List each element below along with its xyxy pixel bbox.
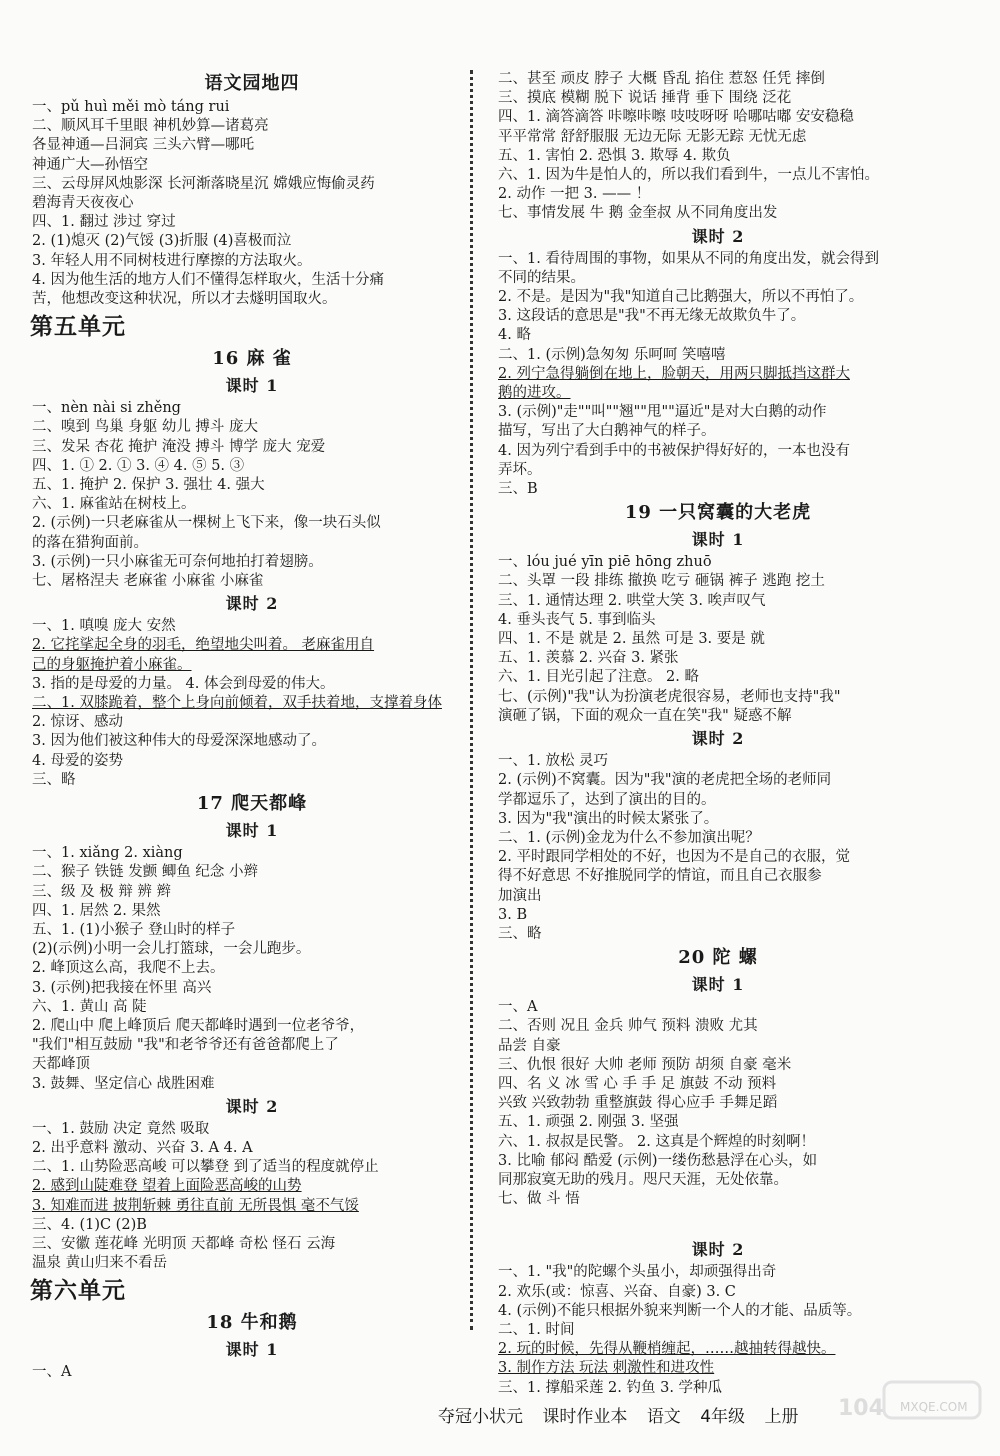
answer-line: 二、1. 时间: [498, 1321, 575, 1338]
answer-line: 学都逗乐了，达到了演出的目的。: [498, 791, 716, 808]
answer-line: 二、1. 山势险恶高峻 可以攀登 到了适当的程度就停止: [32, 1159, 379, 1176]
answer-line: 四、1. 不是 就是 2. 虽然 可是 3. 要是 就: [498, 631, 765, 648]
answer-line: 2. 感到山陡难登 望着上面险恶高峻的山势: [32, 1178, 302, 1195]
answer-line: 平平常常 舒舒服服 无边无际 无影无踪 无忧无虑: [498, 128, 807, 145]
page-footer: [438, 1402, 812, 1427]
answer-line: 己的身躯掩护着小麻雀。: [32, 656, 192, 673]
answer-line: 一、1. 放松 灵巧: [498, 753, 609, 770]
answer-line: 2. (1)熄灭 (2)气馁 (3)折服 (4)喜极而泣: [32, 233, 292, 250]
answer-line: 弄坏。: [498, 461, 542, 478]
page-number: 104: [838, 1396, 884, 1421]
answer-line: 3. 指的是母爱的力量。 4. 体会到母爱的伟大。: [32, 675, 335, 692]
section-heading: 课时 2: [691, 1240, 745, 1260]
answer-line: 六、1. 黄山 高 陡: [32, 998, 147, 1015]
answer-line: 七、(示例)"我"认为扮演老虎很容易，老师也支持"我": [498, 688, 841, 705]
footer-subject: 语文: [646, 1407, 681, 1427]
footer-brand: 夺冠小状元: [438, 1407, 523, 1427]
answer-line: 六、1. 因为牛是怕人的，所以我们看到牛，一点儿不害怕。: [498, 167, 879, 184]
answer-line: 2. 列宁急得躺倒在地上，脸朝天，用两只脚抵挡这群大: [498, 365, 850, 382]
answer-line: 2. 它挓挲起全身的羽毛，绝望地尖叫着。 老麻雀用自: [32, 637, 375, 654]
answer-line: 三、B: [498, 481, 538, 498]
section-heading: 课时 2: [691, 729, 745, 749]
answer-line: 一、1. "我"的陀螺个头虽小，却顽强得出奇: [498, 1264, 777, 1281]
section-heading: 课时 1: [691, 530, 745, 550]
lesson-title: 20 陀 螺: [678, 947, 758, 969]
answer-line: 六、1. 叔叔是民警。 2. 这真是个辉煌的时刻啊！: [498, 1133, 815, 1150]
answer-line: 三、4. (1)C (2)B: [32, 1216, 147, 1233]
answer-line: 3. 制作方法 玩法 刺激性和进攻性: [498, 1360, 715, 1377]
answer-line: 3. (示例)"走""叫""翘""甩""逼近"是对大白鹅的动作: [498, 404, 827, 421]
answer-line: 二、顺风耳千里眼 神机妙算—诸葛亮: [32, 118, 269, 135]
answer-line: 天都峰顶: [32, 1056, 90, 1073]
answer-line: 2. 平时跟同学相处的不好，也因为不是自己的衣服，觉: [498, 849, 850, 866]
answer-line: 神通广大—孙悟空: [32, 156, 148, 173]
answer-line: 3. 鼓舞、坚定信心 战胜困难: [32, 1075, 215, 1092]
answer-line: 二、猴子 铁链 发颤 鲫鱼 纪念 小辫: [32, 864, 259, 881]
answer-line: 同那寂寞无助的残月。咫尺天涯，无处依靠。: [498, 1171, 788, 1188]
answer-line: 三、级 及 极 辩 辨 辫: [32, 883, 172, 900]
answer-line: 品尝 自豪: [498, 1037, 561, 1054]
lesson-title: 18 牛和鹅: [206, 1312, 298, 1334]
section-heading: 课时 1: [691, 975, 745, 995]
answer-line: 六、1. 目光引起了注意。 2. 略: [498, 669, 699, 686]
answer-line: (2)(示例)小明一会儿打篮球，一会儿跑步。: [32, 941, 311, 958]
left-column: [32, 70, 472, 1383]
answer-line: 描写，写出了大白鹅神气的样子。: [498, 423, 716, 440]
answer-line: 4. 垂头丧气 5. 事到临头: [498, 611, 656, 628]
answer-line: 2. 峰顶这么高，我爬不上去。: [32, 960, 225, 977]
answer-line: 3. (示例)把我接在怀里 高兴: [32, 979, 212, 996]
answer-line: 2. 玩的时候，先得从鞭梢缠起，……越抽转得越快。: [498, 1341, 836, 1358]
answer-line: 3. 因为"我"演出的时候太紧张了。: [498, 810, 719, 827]
answer-line: 3. 年轻人用不同树枝进行摩擦的方法取火。: [32, 252, 312, 269]
answer-line: 三、1. 撑船采莲 2. 钓鱼 3. 学种瓜: [498, 1379, 723, 1396]
answer-line: 一、1. xiǎng 2. xiàng: [32, 845, 183, 862]
answer-line: 得不好意思 不好推脱同学的情谊，而且自己衣服参: [498, 868, 822, 885]
answer-line: 3. (示例)一只小麻雀无可奈何地拍打着翅膀。: [32, 553, 323, 570]
watermark-text: MXQE.COM: [900, 1400, 968, 1414]
unit-heading: 第六单元: [30, 1277, 126, 1305]
answer-line: 3. 比喻 郁闷 酷爱 (示例)一缕伤愁悬浮在心头，如: [498, 1152, 818, 1169]
answer-line: 三、安徽 莲花峰 光明顶 天都峰 奇松 怪石 云海: [32, 1235, 336, 1252]
unit-heading: 第五单元: [30, 313, 126, 341]
answer-line: 一、lóu jué yīn piē hōng zhuō: [498, 554, 712, 571]
answer-line: 2. 不是。是因为"我"知道自己比鹅强大，所以不再怕了。: [498, 289, 864, 306]
answer-line: 兴致 兴致勃勃 重整旗鼓 得心应手 手舞足蹈: [498, 1095, 778, 1112]
answer-line: 4. 母爱的姿势: [32, 752, 123, 769]
answer-line: 四、1. 居然 2. 果然: [32, 902, 161, 919]
right-column: [498, 70, 938, 1398]
footer-book: 课时作业本: [542, 1407, 628, 1427]
answer-line: 二、1. (示例)急匆匆 乐呵呵 笑嘻嘻: [498, 346, 726, 363]
section-heading: 课时 2: [691, 226, 745, 246]
answer-line: 二、嗅到 鸟巢 身躯 幼儿 搏斗 庞大: [32, 419, 259, 436]
answer-line: 一、pǔ huì měi mò táng rui: [32, 99, 230, 115]
answer-line: 三、略: [32, 771, 76, 788]
lesson-title: 语文园地四: [204, 73, 300, 94]
lesson-title: 16 麻 雀: [212, 348, 292, 370]
answer-line: 七、屠格涅夫 老麻雀 小麻雀 小麻雀: [32, 573, 264, 590]
answer-line: 2. 动作 一把 3. —— ！: [498, 186, 651, 203]
lesson-title: 17 爬天都峰: [196, 793, 308, 815]
answer-line: 一、A: [498, 999, 538, 1016]
answer-line: 演砸了锅，下面的观众一直在笑"我" 疑惑不解: [498, 707, 792, 724]
answer-line: 不同的结果。: [498, 269, 585, 286]
answer-line: 3. 这段话的意思是"我"不再无缘无故欺负牛了。: [498, 308, 806, 325]
section-heading: 课时 1: [225, 821, 279, 841]
answer-line: 七、做 斗 悟: [498, 1191, 580, 1208]
section-heading: 课时 1: [225, 376, 279, 396]
answer-line: 三、发呆 杏花 掩护 淹没 搏斗 博学 庞大 宠爱: [32, 438, 326, 455]
answer-line: 苦，他想改变这种状况，所以才去燧明国取火。: [32, 291, 337, 308]
answer-line: 五、1. 顽强 2. 刚强 3. 坚强: [498, 1114, 679, 1131]
answer-line: 三、仇恨 很好 大帅 老师 预防 胡须 自豪 毫米: [498, 1056, 792, 1073]
answer-line: 3. 知难而进 披荆斩棘 勇往直前 无所畏惧 毫不气馁: [32, 1197, 359, 1214]
answer-line: 四、1. ① 2. ① 3. ④ 4. ⑤ 5. ③: [32, 457, 245, 474]
answer-line: 二、否则 况且 金兵 帅气 预料 溃败 尤其: [498, 1018, 758, 1035]
answer-line: "我们"相互鼓励 "我"和老爷爷还有爸爸都爬上了: [32, 1037, 339, 1054]
answer-line: 二、1. 双膝跪着，整个上身向前倾着，双手扶着地，支撑着身体: [32, 695, 442, 712]
answer-line: 二、1. (示例)金龙为什么不参加演出呢？: [498, 829, 760, 846]
answer-line: 4. 因为列宁看到手中的书被保护得好好的，一本也没有: [498, 442, 850, 459]
answer-line: 三、1. 通情达理 2. 哄堂大笑 3. 唉声叹气: [498, 592, 766, 609]
answer-line: 三、云母屏风烛影深 长河渐落晓星沉 嫦娥应悔偷灵药: [32, 175, 375, 192]
answer-line: 七、事情发展 牛 鹅 金奎叔 从不同角度出发: [498, 205, 778, 222]
answer-line: 2. 爬山中 爬上峰顶后 爬天都峰时遇到一位老爷爷，: [32, 1017, 365, 1034]
answer-line: 四、1. 翻过 涉过 穿过: [32, 214, 176, 231]
answer-line: 2. 欢乐(或：惊喜、兴奋、自豪) 3. C: [498, 1283, 736, 1300]
answer-line: 五、1. 掩护 2. 保护 3. 强壮 4. 强大: [32, 477, 265, 494]
answer-line: 一、A: [32, 1364, 72, 1381]
lesson-title: 19 一只窝囊的大老虎: [624, 502, 812, 524]
section-heading: 课时 1: [225, 1340, 279, 1360]
spacer: [498, 1209, 938, 1237]
answer-line: 的落在猎狗面前。: [32, 534, 148, 551]
section-heading: 课时 2: [225, 1096, 279, 1116]
answer-line: 加演出: [498, 887, 542, 904]
answer-line: 3. 因为他们被这种伟大的母爱深深地感动了。: [32, 733, 326, 750]
section-heading: 课时 2: [225, 594, 279, 614]
answer-line: 五、1. 害怕 2. 恐惧 3. 欺辱 4. 欺负: [498, 147, 731, 164]
answer-line: 温泉 黄山归来不看岳: [32, 1255, 168, 1272]
answer-line: 二、甚至 顽皮 脖子 大概 昏乱 掐住 惹怒 任凭 摔倒: [498, 71, 825, 87]
answer-line: 三、略: [498, 925, 542, 942]
answer-line: 2. 惊讶、感动: [32, 714, 123, 731]
answer-line: 一、1. 看待周围的事物，如果从不同的角度出发，就会得到: [498, 250, 879, 267]
answer-line: 六、1. 麻雀站在树枝上。: [32, 496, 196, 513]
answer-line: 一、1. 鼓励 决定 竟然 吸取: [32, 1120, 210, 1137]
answer-line: 2. (示例)一只老麻雀从一棵树上飞下来，像一块石头似: [32, 515, 381, 532]
answer-line: 二、头罩 一段 排练 撤换 吃亏 砸锅 裤子 逃跑 挖土: [498, 573, 825, 590]
answer-line: 4. 因为他生活的地方人们不懂得怎样取火，生活十分痛: [32, 271, 384, 288]
answer-line: 三、摸底 模糊 脱下 说话 捶背 垂下 围绕 泛花: [498, 90, 792, 107]
answer-line: 五、1. 羡慕 2. 兴奋 3. 紧张: [498, 650, 679, 667]
footer-grade: 4年级: [700, 1407, 746, 1427]
answer-line: 2. 出乎意料 激动、兴奋 3. A 4. A: [32, 1139, 253, 1156]
answer-line: 碧海青天夜夜心: [32, 195, 134, 212]
answer-line: 3. B: [498, 906, 528, 923]
footer-volume: 上册: [764, 1407, 799, 1427]
answer-line: 4. (示例)不能只根据外貌来判断一个人的才能、品质等。: [498, 1302, 862, 1319]
answer-line: 2. (示例)不窝囊。因为"我"演的老虎把全场的老师同: [498, 772, 832, 789]
answer-line: 四、1. 滴答滴答 咔嚓咔嚓 吱吱呀呀 哈哪咕嘟 安安稳稳: [498, 109, 854, 126]
answer-line: 四、名 义 冰 雪 心 手 手 足 旗鼓 不动 预料: [498, 1075, 777, 1092]
answer-line: 一、1. 嗔嗅 庞大 安然: [32, 618, 176, 635]
answer-line: 鹅的进攻。: [498, 385, 571, 402]
answer-line: 一、nèn nài si zhěng: [32, 400, 181, 417]
answer-line: 各显神通—吕洞宾 三头六臂—哪吒: [32, 137, 255, 154]
answer-line: 五、1. (1)小猴子 登山时的样子: [32, 921, 236, 938]
answer-line: 4. 略: [498, 327, 531, 344]
